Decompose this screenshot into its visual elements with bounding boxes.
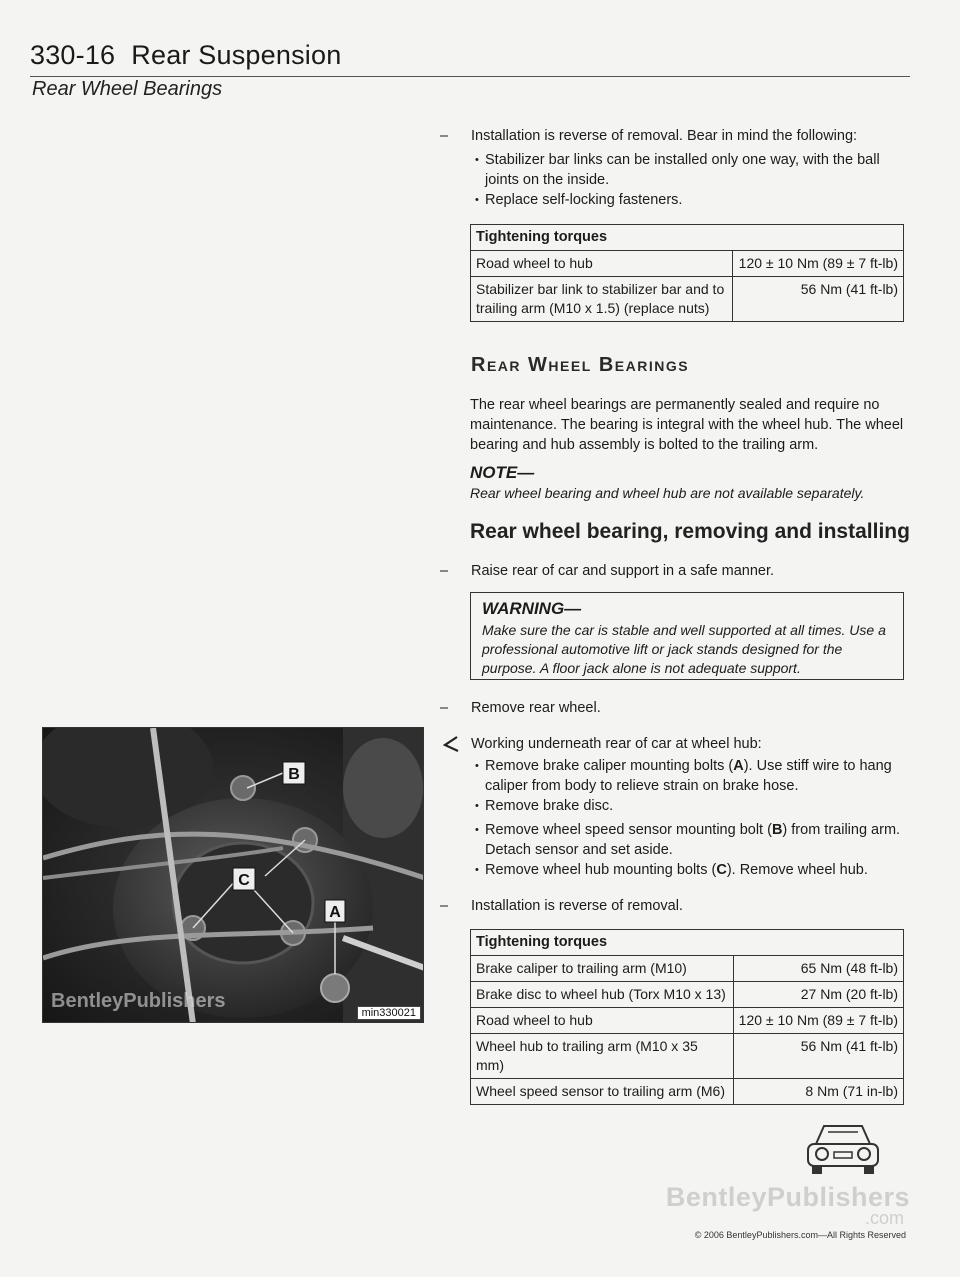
table-cell-item: Stabilizer bar link to stabilizer bar and to trailing arm (M10 x 1.5) (replace nuts): [471, 277, 733, 322]
bullet-dot: •: [475, 760, 479, 772]
wheel-hub-photo: [42, 727, 424, 1023]
table-cell-value: 56 Nm (41 ft-lb): [733, 1034, 903, 1079]
chapter-title: Rear Suspension: [131, 40, 342, 70]
photo-watermark: BentleyPublishers: [51, 990, 226, 1012]
car-icon: [798, 1118, 888, 1178]
note-body: Rear wheel bearing and wheel hub are not available separately.: [470, 485, 865, 501]
table-cell-item: Wheel hub to trailing arm (M10 x 35 mm): [471, 1034, 734, 1079]
bullet-text: Remove wheel hub mounting bolts (C). Remove wheel hub.: [485, 862, 868, 878]
photo-label-c: [233, 868, 255, 890]
step-dash: –: [440, 563, 449, 579]
table-cell-value: 27 Nm (20 ft-lb): [733, 982, 903, 1008]
table-title: Tightening torques: [471, 930, 904, 956]
step-text: Installation is reverse of removal.: [471, 898, 683, 914]
note-title: NOTE—: [470, 463, 535, 482]
section-heading: Rear Wheel Bearings: [471, 354, 690, 376]
table-cell-item: Road wheel to hub: [471, 1008, 734, 1034]
torque-table-2: [470, 929, 904, 1105]
table-cell-value: 65 Nm (48 ft-lb): [733, 956, 903, 982]
intro-paragraph: The rear wheel bearings are permanently sealed and require no maintenance. The bearing is integral with the wheel hub. The wheel bearing and hub assembly is bolted to the trailing arm.: [470, 397, 904, 453]
table-row: [471, 1008, 904, 1034]
bullet-dot: •: [475, 800, 479, 812]
bullet-text: Remove brake caliper mounting bolts (A). Use stiff wire to hang caliper from body to relieve strain on brake hose.: [485, 758, 892, 794]
table-cell-item: Road wheel to hub: [471, 251, 733, 277]
bullet-dot: •: [475, 154, 479, 166]
photo-label-a: [325, 900, 345, 922]
table-row: [471, 956, 904, 982]
bullet-text: Stabilizer bar links can be installed only one way, with the ball joints on the inside.: [485, 152, 880, 188]
step-dash: –: [440, 128, 449, 144]
warning-box: [470, 592, 904, 680]
table-row: [471, 251, 904, 277]
step-text: Working underneath rear of car at wheel hub:: [471, 736, 762, 752]
bullet-text: Remove brake disc.: [485, 798, 614, 814]
table-cell-value: 120 ± 10 Nm (89 ± 7 ft-lb): [733, 251, 904, 277]
photo-label-b: [283, 762, 305, 784]
table-cell-item: Brake disc to wheel hub (Torx M10 x 13): [471, 982, 734, 1008]
photo-caption: min330021: [357, 1006, 421, 1020]
publisher-logo: [600, 1118, 910, 1268]
header-rule: [30, 76, 910, 77]
bullet-dot: •: [475, 864, 479, 876]
bullet-text: Replace self-locking fasteners.: [485, 192, 683, 208]
table-row: [471, 1079, 904, 1105]
table-row: [471, 277, 904, 322]
warning-title: WARNING—: [482, 599, 582, 618]
step-dash: –: [440, 700, 449, 716]
step-text: Installation is reverse of removal. Bear in mind the following:: [471, 128, 858, 144]
step-text: Remove rear wheel.: [471, 700, 601, 716]
table-cell-item: Brake caliper to trailing arm (M10): [471, 956, 734, 982]
page-header: [30, 40, 910, 100]
svg-text:C: C: [238, 872, 250, 889]
table-cell-value: 120 ± 10 Nm (89 ± 7 ft-lb): [733, 1008, 903, 1034]
step-text: Raise rear of car and support in a safe manner.: [471, 563, 775, 579]
table-cell-value: 8 Nm (71 in-lb): [733, 1079, 903, 1105]
bullet-dot: •: [475, 824, 479, 836]
logo-domain: .com: [864, 1208, 904, 1228]
table-title: Tightening torques: [471, 225, 904, 251]
table-row: [471, 982, 904, 1008]
wheel-hub-illustration: [43, 728, 424, 1023]
pointer-arrow-icon: [441, 735, 461, 753]
svg-text:B: B: [288, 766, 300, 783]
table-cell-value: 56 Nm (41 ft-lb): [733, 277, 904, 322]
step-dash: –: [440, 898, 449, 914]
bullet-dot: •: [475, 194, 479, 206]
table-cell-item: Wheel speed sensor to trailing arm (M6): [471, 1079, 734, 1105]
page-title: [30, 40, 910, 71]
logo-brand: BentleyPublishers: [665, 1182, 910, 1212]
page-number: 330-16: [30, 40, 116, 70]
table-row: [471, 1034, 904, 1079]
section-title: Rear Wheel Bearings: [32, 78, 223, 100]
copyright-notice: © 2006 BentleyPublishers.com—All Rights Reserved: [694, 1230, 906, 1240]
torque-table-1: [470, 224, 904, 322]
svg-text:A: A: [329, 904, 341, 921]
procedure-heading: Rear wheel bearing, removing and installing: [470, 520, 910, 543]
bullet-text: Remove wheel speed sensor mounting bolt (B) from trailing arm. Detach sensor and set aside.: [485, 822, 901, 858]
warning-body: Make sure the car is stable and well supported at all times. Use a professional automotive lift or jack stands designed for the purpose. A floor jack alone is not adequate support.: [482, 622, 886, 676]
